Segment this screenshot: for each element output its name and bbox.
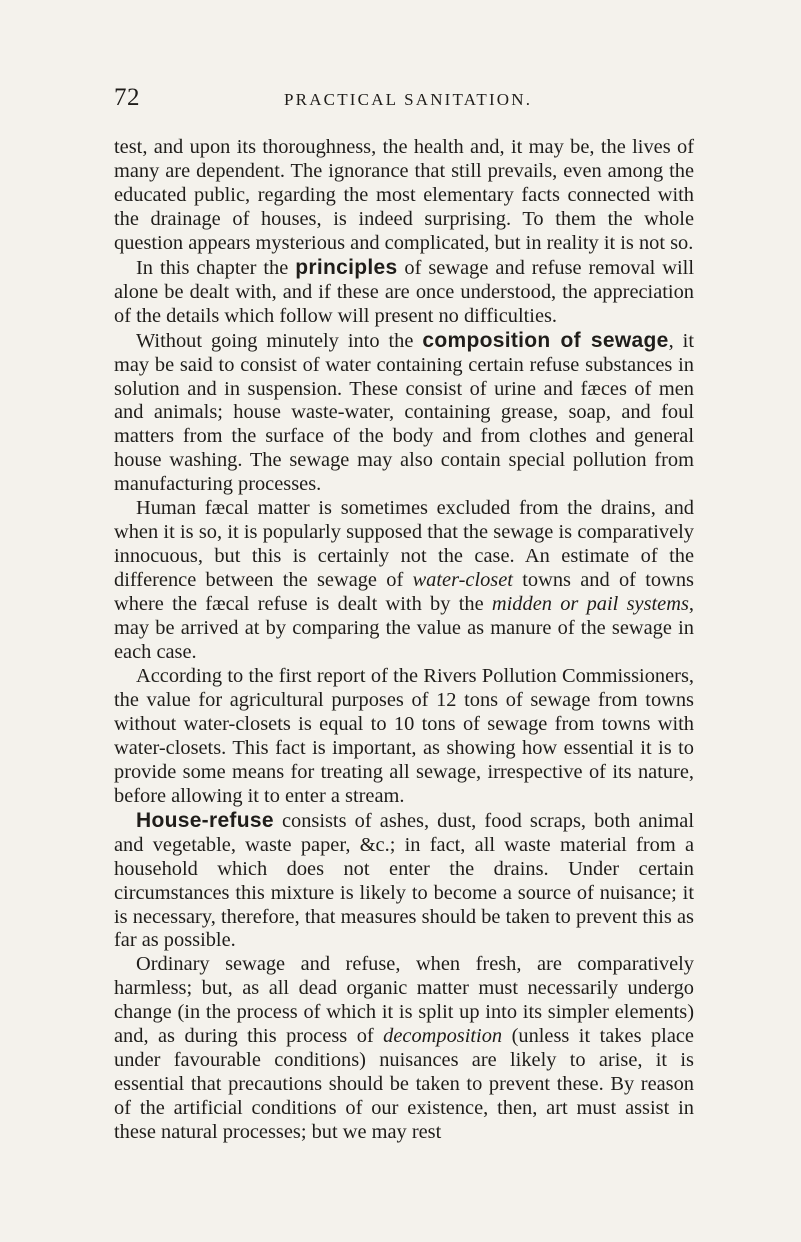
paragraph-faecal-matter (114, 497, 694, 665)
side-heading-house-refuse: House-refuse (136, 808, 274, 832)
paragraph-principles (114, 256, 694, 329)
italic-term-midden-or-pail: midden or pail systems (491, 593, 689, 616)
paragraph-text: Ordinary sewage and refuse, when fresh, are comparatively harmless; but, as all dead organic matter must necessarily undergo change (in the process of which it is split up into its simpler elements) and, as during this process of (114, 953, 694, 1048)
paragraph-text: of sewage and refuse removal will alone be dealt with, and if these are once understood, the appreciation of the details which follow will present no difficulties. (114, 256, 695, 327)
italic-term-water-closet: water-closet (412, 569, 513, 592)
page-header (114, 84, 694, 116)
body-text (114, 136, 694, 1145)
paragraph-text: Without going minutely into the (136, 329, 423, 352)
side-heading-principles: principles (295, 255, 398, 279)
paragraph-continuation: test, and upon its thoroughness, the health and, it may be, the lives of many are dependent. The ignorance that still prevails, even among the educated public, regarding the most elementary facts connected with the drainage of houses, is indeed surprising. To them the whole question appears mysterious and complicated, but in reality it is not so. (114, 136, 694, 254)
italic-term-decomposition: decomposition (383, 1025, 503, 1048)
paragraph-text: In this chapter the (136, 256, 296, 279)
paragraph-text: , it may be said to consist of water containing certain refuse substances in solution and in suspension. These consist of urine and fæces of men and animals; house waste-water, containing grease, soap, and foul matters from the surface of the body and from clothes and general house washing. The sewage may also contain special pollution from manufacturing processes. (114, 329, 695, 496)
paragraph-decomposition (114, 953, 694, 1145)
paragraph-rivers-pollution: According to the first report of the Rivers Pollution Commissioners, the value for agricultural purposes of 12 tons of sewage from towns without water-closets is equal to 10 tons of sewage from towns with water-closets. This fact is important, as showing how essential it is to provide some means for treating all sewage, irrespective of its nature, before allowing it to enter a stream. (114, 664, 694, 807)
page-number: 72 (114, 84, 140, 111)
paragraph-text: towns and of towns where the fæcal refuse is dealt with by the (114, 569, 694, 616)
paragraph-text: Human fæcal matter is sometimes excluded from the drains, and when it is so, it is popularly supposed that the sewage is comparatively innocuous, but this is certainly not the case. An estimate of the difference between the sewage of (114, 497, 694, 592)
paragraph-text: , may be arrived at by comparing the value as manure of the sewage in each case. (114, 593, 694, 664)
running-title: PRACTICAL SANITATION. (284, 90, 533, 109)
paragraph-house-refuse (114, 809, 694, 954)
paragraph-composition-of-sewage (114, 329, 694, 498)
side-heading-composition-of-sewage: composition of sewage (422, 328, 669, 352)
paragraph-text: (unless it takes place under favourable conditions) nuisances are likely to arise, it is essential that precautions should be taken to prevent these. By reason of the artificial conditions of our existence, then, art must assist in these natural processes; but we may rest (114, 1025, 694, 1144)
paragraph-text: consists of ashes, dust, food scraps, both animal and vegetable, waste paper, &c.; in fact, all waste material from a household which does not enter the drains. Under certain circumstances this mixture is likely to become a source of nuisance; it is necessary, therefore, that measures should be taken to prevent this as far as possible. (114, 809, 694, 952)
